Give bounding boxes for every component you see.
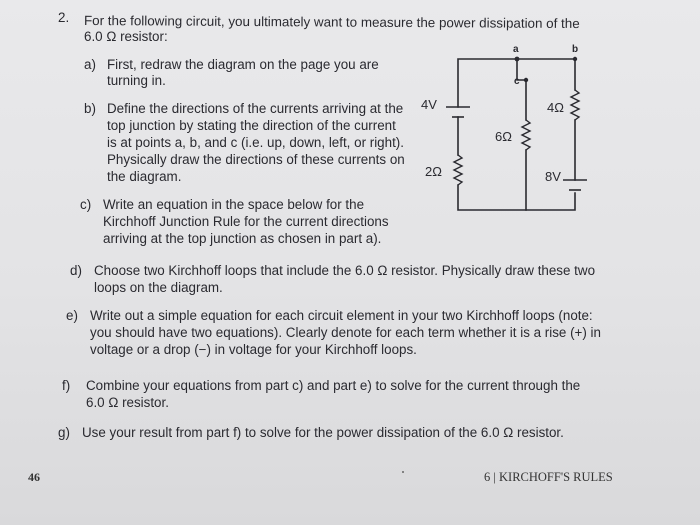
part-e-line-1: Write out a simple equation for each circuit element in your two Kirchhoff loops (note: <box>90 308 593 323</box>
section-footer: 6 | KIRCHOFF'S RULES <box>484 470 613 484</box>
part-b-label: b) <box>84 101 96 116</box>
part-b-line-1: Define the directions of the currents arriving at the <box>107 101 404 116</box>
part-b-line-5: the diagram. <box>107 169 182 184</box>
part-a-line-2: turning in. <box>107 73 166 88</box>
problem-number: 2. <box>58 10 70 25</box>
resistor-4ohm-label: 4Ω <box>547 100 564 115</box>
part-d-line-1: Choose two Kirchhoff loops that include the 6.0 Ω resistor. Physically draw these two <box>94 263 596 278</box>
part-e-label: e) <box>66 308 78 323</box>
battery-4v-symbol <box>446 107 470 117</box>
wire-middle-top <box>517 59 526 120</box>
part-f-line-2: 6.0 Ω resistor. <box>86 395 169 410</box>
battery-8v-label: 8V <box>545 169 561 184</box>
part-a-line-1: First, redraw the diagram on the page you are <box>107 57 379 72</box>
stray-dot <box>402 471 404 473</box>
point-c-label: c <box>514 76 520 87</box>
page-number: 46 <box>28 470 40 484</box>
resistor-6ohm-label: 6Ω <box>495 129 512 144</box>
part-f-line-1: Combine your equations from part c) and part e) to solve for the current through the <box>86 378 581 393</box>
resistor-2ohm-label: 2Ω <box>425 164 442 179</box>
wire-left-bottom <box>458 185 575 210</box>
junction-a-dot <box>515 57 520 62</box>
part-b-line-4: Physically draw the directions of these currents on <box>107 152 405 167</box>
point-a-label: a <box>513 44 519 55</box>
part-c-line-1: Write an equation in the space below for the <box>103 197 365 212</box>
part-d-line-2: loops on the diagram. <box>94 280 223 295</box>
junction-c-dot <box>524 78 528 82</box>
part-e-line-2: you should have two equations). Clearly denote for each term whether it is a rise (+) in <box>90 325 601 340</box>
part-e-line-3: voltage or a drop (−) in voltage for your Kirchhoff loops. <box>90 342 417 357</box>
part-g-line-1: Use your result from part f) to solve for the power dissipation of the 6.0 Ω resistor. <box>82 425 564 440</box>
resistor-2ohm-zigzag <box>454 155 462 185</box>
point-b-label: b <box>572 44 579 55</box>
problem-intro-line-1: For the following circuit, you ultimately want to measure the power dissipation of the <box>83 13 580 32</box>
junction-b-dot <box>573 57 577 61</box>
part-d-label: d) <box>70 263 82 278</box>
part-b-line-2: top junction by stating the direction of the current <box>107 118 396 133</box>
resistor-4ohm-zigzag <box>571 90 579 120</box>
circuit-diagram <box>400 40 615 220</box>
part-c-label: c) <box>80 197 92 212</box>
problem-intro-line-2: 6.0 Ω resistor: <box>84 29 168 44</box>
part-c-line-3: arriving at the top junction as chosen in part a). <box>103 231 382 246</box>
part-a-label: a) <box>84 57 96 72</box>
battery-4v-label: 4V <box>421 97 437 112</box>
resistor-6ohm-zigzag <box>522 120 530 150</box>
part-g-label: g) <box>58 425 70 440</box>
part-b-line-3: is at points a, b, and c (i.e. up, down, left, or right). <box>107 135 404 150</box>
part-c-line-2: Kirchhoff Junction Rule for the current directions <box>103 214 389 229</box>
battery-8v-symbol <box>563 180 587 190</box>
part-f-label: f) <box>62 378 71 393</box>
